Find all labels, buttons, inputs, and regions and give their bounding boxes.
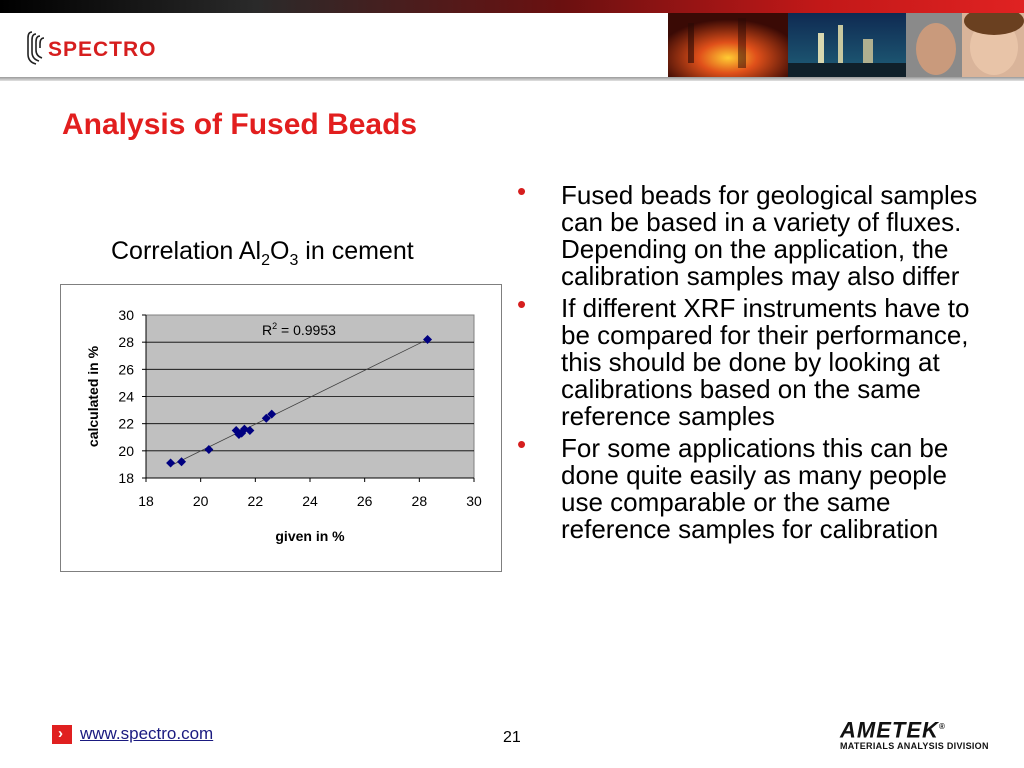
- bullet-text: If different XRF instruments have to be compared for their performance, this should be done by looking at calibrations based on the same reference samples: [561, 293, 970, 431]
- chevron-right-icon[interactable]: ›: [52, 725, 72, 744]
- ametek-registered: ®: [938, 722, 946, 731]
- x-tick-label: 28: [411, 493, 428, 509]
- bullet-item: [514, 429, 984, 544]
- x-tick-label: 26: [356, 493, 373, 509]
- page-number: 21: [503, 729, 521, 746]
- x-tick-label: 22: [247, 493, 264, 509]
- spectro-logo: SPECTRO: [48, 38, 157, 61]
- bullet-text: For some applications this can be done quite easily as many people use comparable or the same reference samples for calibration: [561, 433, 949, 544]
- x-tick-label: 18: [138, 493, 154, 509]
- chart-title: [111, 237, 414, 270]
- x-tick-label: 24: [302, 493, 318, 509]
- x-tick-label: 30: [466, 493, 482, 509]
- industrial-fire-photo: [668, 13, 788, 77]
- website-link[interactable]: www.spectro.com: [80, 724, 214, 743]
- x-tick-label: 20: [192, 493, 209, 509]
- y-tick-label: 30: [118, 307, 134, 323]
- y-tick-label: 20: [118, 442, 134, 459]
- bullet-list: [514, 176, 984, 548]
- r-squared-label: $R^2 = 0.9953$: [262, 321, 336, 338]
- refinery-photo: [788, 13, 906, 77]
- bullet-item: [514, 289, 984, 431]
- y-tick-label: 18: [118, 470, 134, 486]
- y-tick-label: 28: [118, 334, 134, 351]
- bullet-dot: •: [517, 176, 527, 206]
- y-tick-label: 22: [118, 415, 134, 432]
- ametek-division: MATERIALS ANALYSIS DIVISION: [840, 741, 989, 752]
- y-axis-label: calculated in %: [85, 345, 101, 448]
- chart-title-subscript-2: 2: [261, 252, 270, 269]
- x-axis-label: given in %: [275, 528, 345, 544]
- bullet-text: Fused beads for geological samples can be based in a variety of fluxes. Depending on the application, the calibration samples may also differ: [561, 180, 978, 291]
- y-tick-label: 26: [118, 361, 134, 378]
- people-photo: [906, 13, 1024, 77]
- ametek-name: AMETEK: [840, 717, 939, 743]
- top-band: [0, 0, 1024, 13]
- chart-title-subscript-3: 3: [289, 252, 299, 269]
- chart-title-prefix: Correlation Al: [111, 237, 262, 265]
- header-divider: [0, 77, 1024, 81]
- bullet-dot: •: [517, 429, 527, 459]
- header-photos: [668, 13, 1024, 77]
- chart-title-suffix: in cement: [298, 237, 414, 265]
- scatter-chart: [60, 284, 502, 572]
- bullet-item: [514, 176, 984, 291]
- ametek-logo: [840, 716, 990, 751]
- slide-title: Analysis of Fused Beads: [62, 108, 418, 141]
- y-tick-label: 24: [118, 388, 134, 405]
- bullet-dot: •: [517, 289, 527, 319]
- chart-title-mid: O: [269, 237, 290, 265]
